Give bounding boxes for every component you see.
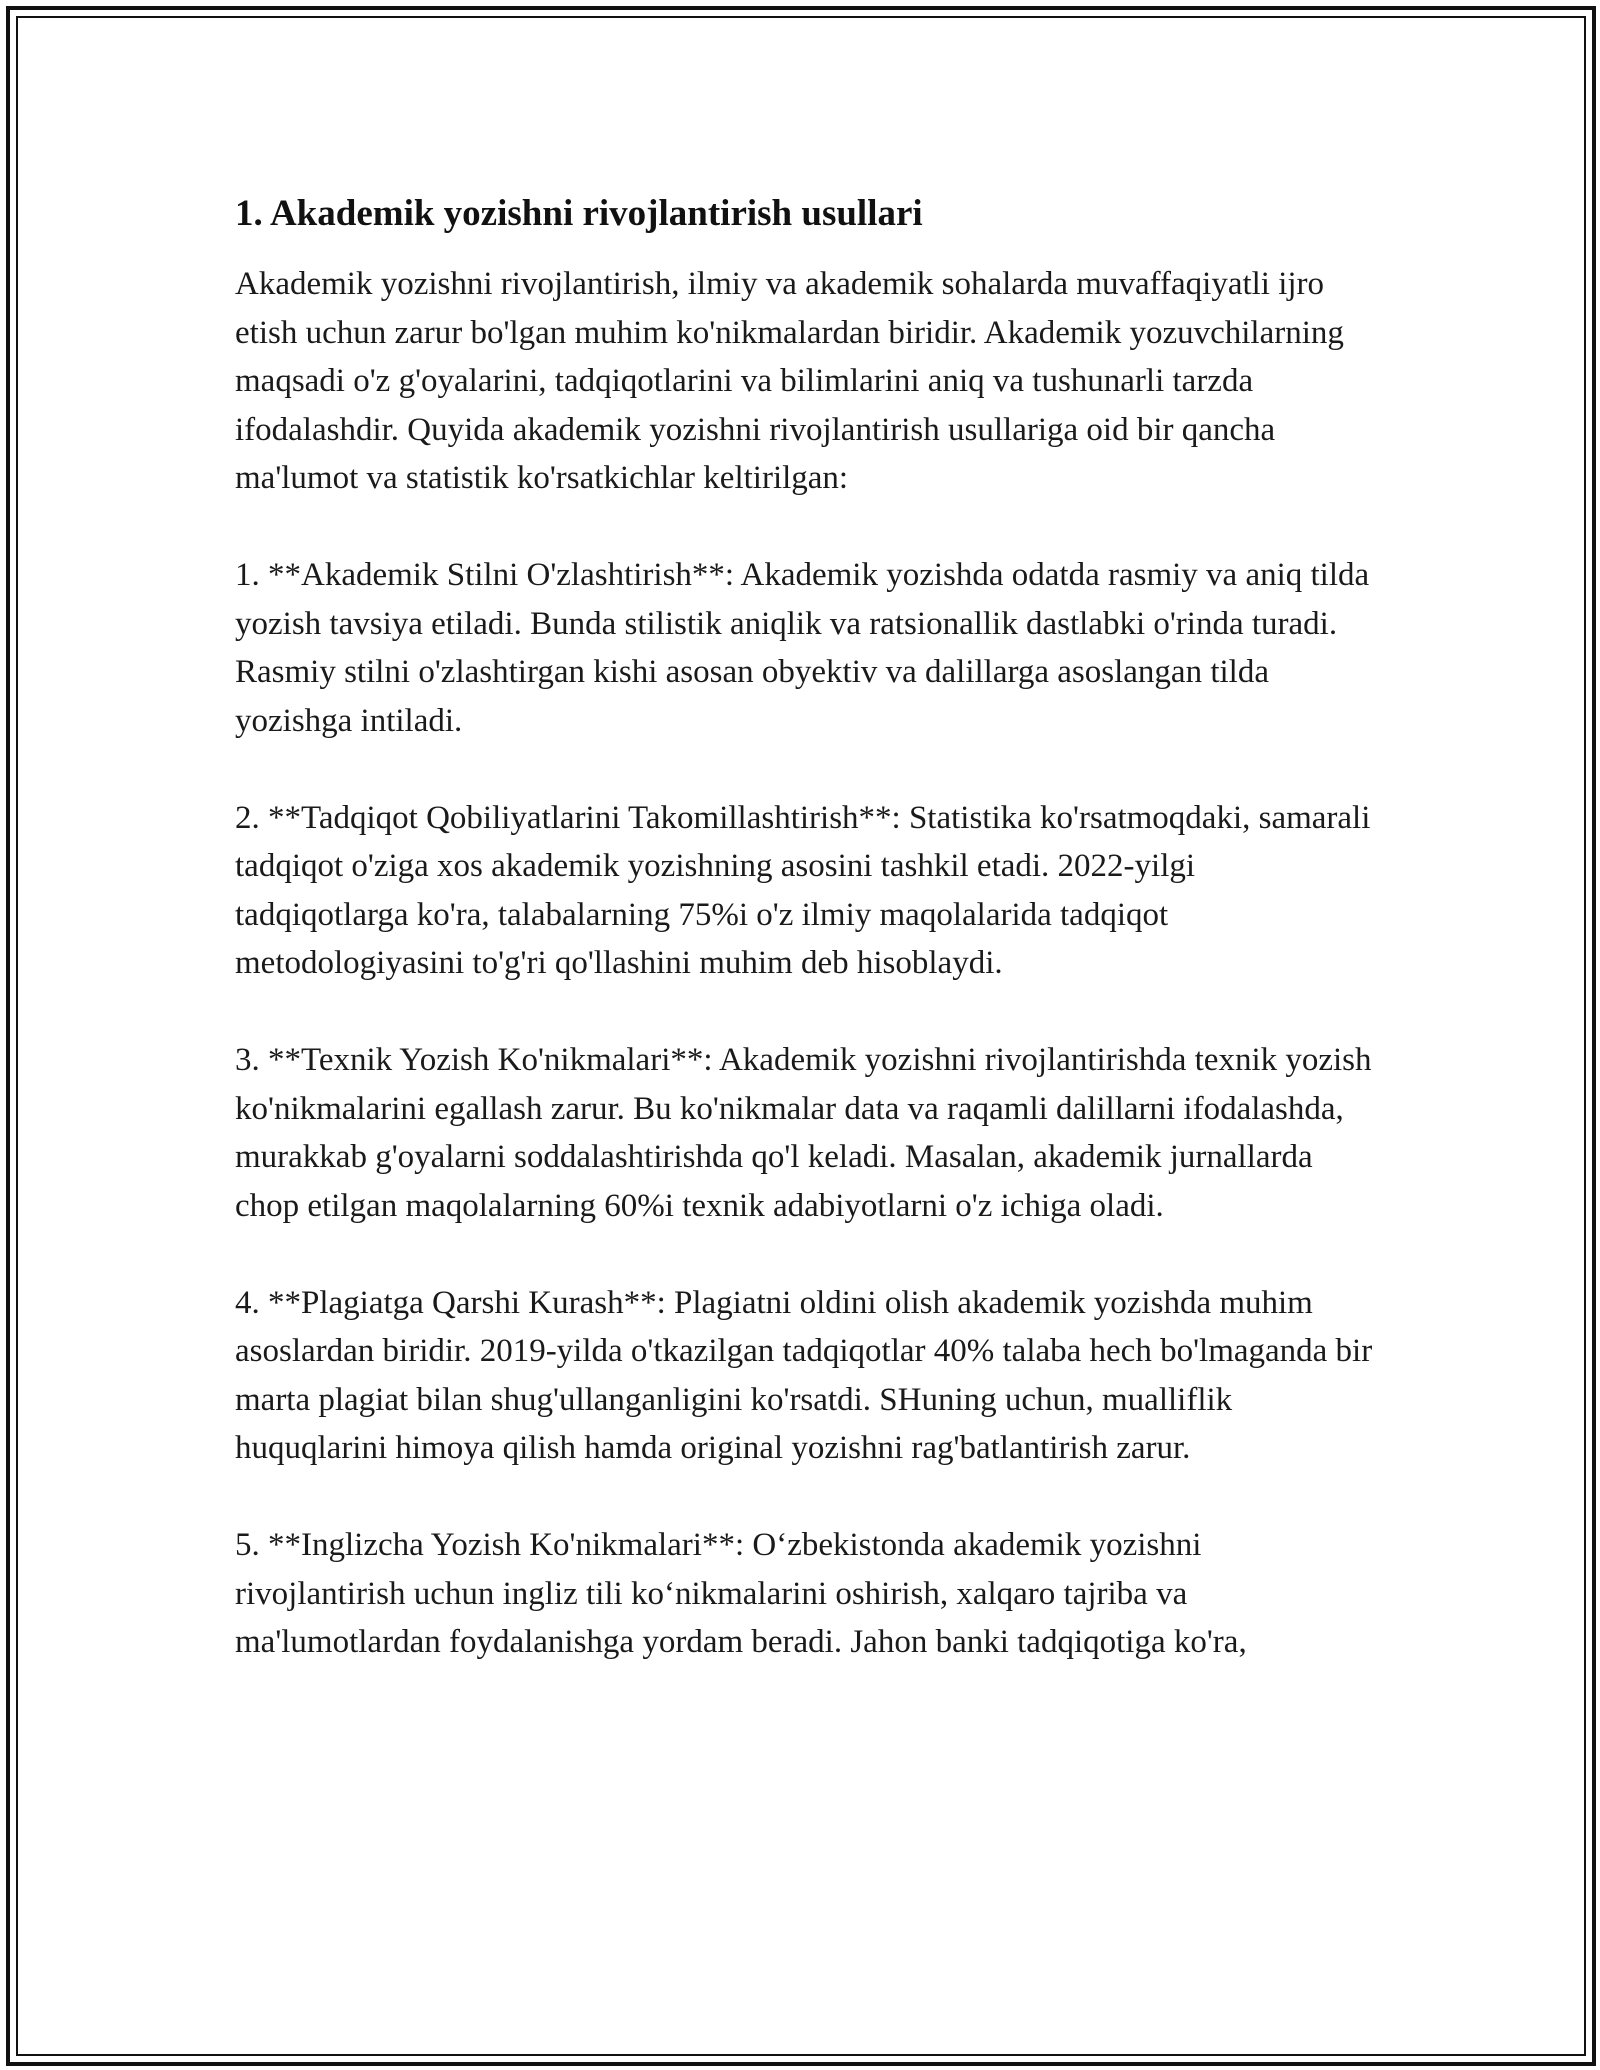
list-item-research-skills: 2. **Tadqiqot Qobiliyatlarini Takomillashtirish**: Statistika ko'rsatmoqdaki, samarali tadqiqot o'ziga xos akademik yozishning asosini tashkil etadi. 2022-yilgi tadqiqotlarga ko'ra, talabalarning 75%i o'z ilmiy maqolalarida tadqiqot metodologiyasini to'g'ri qo'llashini muhim deb hisoblaydi. — [235, 799, 1371, 981]
page-title: 1. Akademik yozishni rivojlantirish usullari — [235, 193, 923, 234]
list-item-english-writing: 5. **Inglizcha Yozish Ko'nikmalari**: O‘zbekistonda akademik yozishni rivojlantirish uchun ingliz tili ko‘nikmalarini oshirish, xalqaro tajriba va ma'lumotlardan foydalanishga yordam beradi. Jahon banki tadqiqotiga ko'ra, — [235, 1527, 1247, 1660]
list-item-academic-style: 1. **Akademik Stilni O'zlashtirish**: Akademik yozishda odatda rasmiy va aniq tilda yozish tavsiya etiladi. Bunda stilistik aniqlik va ratsionallik dastlabki o'rinda turadi. Rasmiy stilni o'zlashtirgan kishi asosan obyektiv va dalillarga asoslangan tilda yozishga intiladi. — [235, 557, 1370, 739]
intro-paragraph: Akademik yozishni rivojlantirish, ilmiy va akademik sohalarda muvaffaqiyatli ijro etish uchun zarur bo'lgan muhim ko'nikmalardan biridir. Akademik yozuvchilarning maqsadi o'z g'oyalarini, tadqiqotlarini va bilimlarini aniq va tushunarli tarzda ifodalashdir. Quyida akademik yozishni rivojlantirish usullariga oid bir qancha ma'lumot va statistik ko'rsatkichlar keltirilgan: — [235, 266, 1344, 496]
document-body — [235, 188, 1375, 1667]
list-item-anti-plagiarism: 4. **Plagiatga Qarshi Kurash**: Plagiatni oldini olish akademik yozishda muhim asoslardan biridir. 2019-yilda o'tkazilgan tadqiqotlar 40% talaba hech bo'lmaganda bir marta plagiat bilan shug'ullanganligini ko'rsatdi. SHuning uchun, mualliflik huquqlarini himoya qilish hamda original yozishni rag'batlantirish zarur. — [235, 1284, 1373, 1466]
list-item-technical-writing: 3. **Texnik Yozish Ko'nikmalari**: Akademik yozishni rivojlantirishda texnik yozish ko'nikmalarini egallash zarur. Bu ko'nikmalar data va raqamli dalillarni ifodalashda, murakkab g'oyalarni soddalashtirishda qo'l keladi. Masalan, akademik jurnallarda chop etilgan maqolalarning 60%i texnik adabiyotlarni o'z ichiga oladi. — [235, 1042, 1372, 1224]
